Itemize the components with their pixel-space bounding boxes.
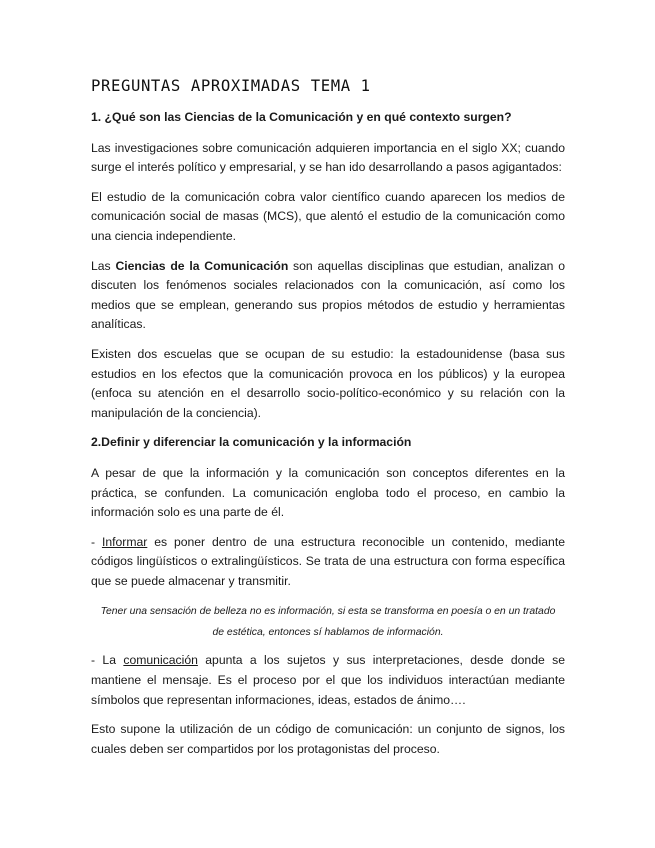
underlined-term: Informar <box>101 534 148 549</box>
paragraph-text: Las <box>91 258 116 273</box>
paragraph-text: - <box>91 534 102 549</box>
paragraph-text: es poner dentro de una estructura reconocible un contenido, mediante códigos lingüísticos o extralingüísticos. Se trata de una estructura con forma específica que se puede almacenar y transmitir. <box>91 534 565 588</box>
question-2-paragraph-3 <box>91 651 565 710</box>
question-2-paragraph-2 <box>91 533 565 592</box>
quote-block: Tener una sensación de belleza no es información, si esta se transforma en poesía o en un tratado de estética, entonces sí hablamos de información. <box>100 606 556 639</box>
document-page <box>91 76 565 769</box>
question-1-paragraph-2: El estudio de la comunicación cobra valor científico cuando aparecen los medios de comunicación social de masas (MCS), que alentó el estudio de la comunicación como una ciencia independiente. <box>91 189 565 243</box>
question-1-heading: 1. ¿Qué son las Ciencias de la Comunicación y en qué contexto surgen? <box>91 110 512 124</box>
underlined-term: comunicación <box>123 653 198 668</box>
paragraph-text: - La <box>91 653 124 668</box>
question-2-paragraph-1: A pesar de que la información y la comunicación son conceptos diferentes en la práctica, se confunden. La comunicación engloba todo el proceso, en cambio la información solo es una parte de él. <box>91 465 565 520</box>
question-2-paragraph-4: Esto supone la utilización de un código de comunicación: un conjunto de signos, los cuales deben ser compartidos por los protagonistas del proceso. <box>91 722 565 756</box>
paragraph-text: son aquellas disciplinas que estudian, analizan o discuten los fenómenos sociales relacionados con la comunicación, así como los medios que se emplean, generando sus propios métodos de estudio y herramientas analíticas. <box>91 258 565 332</box>
bold-term: Ciencias de la Comunicación <box>115 258 289 273</box>
question-2-heading: 2.Definir y diferenciar la comunicación y la información <box>91 435 412 450</box>
paragraph-text: apunta a los sujetos y sus interpretaciones, desde donde se mantiene el mensaje. Es el proceso por el que los individuos interactúan mediante símbolos que representan informaciones, ideas, estados de ánimo…. <box>91 653 565 707</box>
question-1-paragraph-4: Existen dos escuelas que se ocupan de su estudio: la estadounidense (basa sus estudios en los efectos que la comunicación provoca en los públicos) y la europea (enfoca su atención en el desarrollo socio-político-económico y su relación con la manipulación de la conciencia). <box>91 346 565 420</box>
question-1-paragraph-1: Las investigaciones sobre comunicación adquieren importancia en el siglo XX; cuando surge el interés político y empresarial, y se han ido desarrollando a pasos agigantados: <box>91 140 565 175</box>
document-title: PREGUNTAS APROXIMADAS TEMA 1 <box>91 77 371 95</box>
question-1-paragraph-3 <box>91 257 565 335</box>
